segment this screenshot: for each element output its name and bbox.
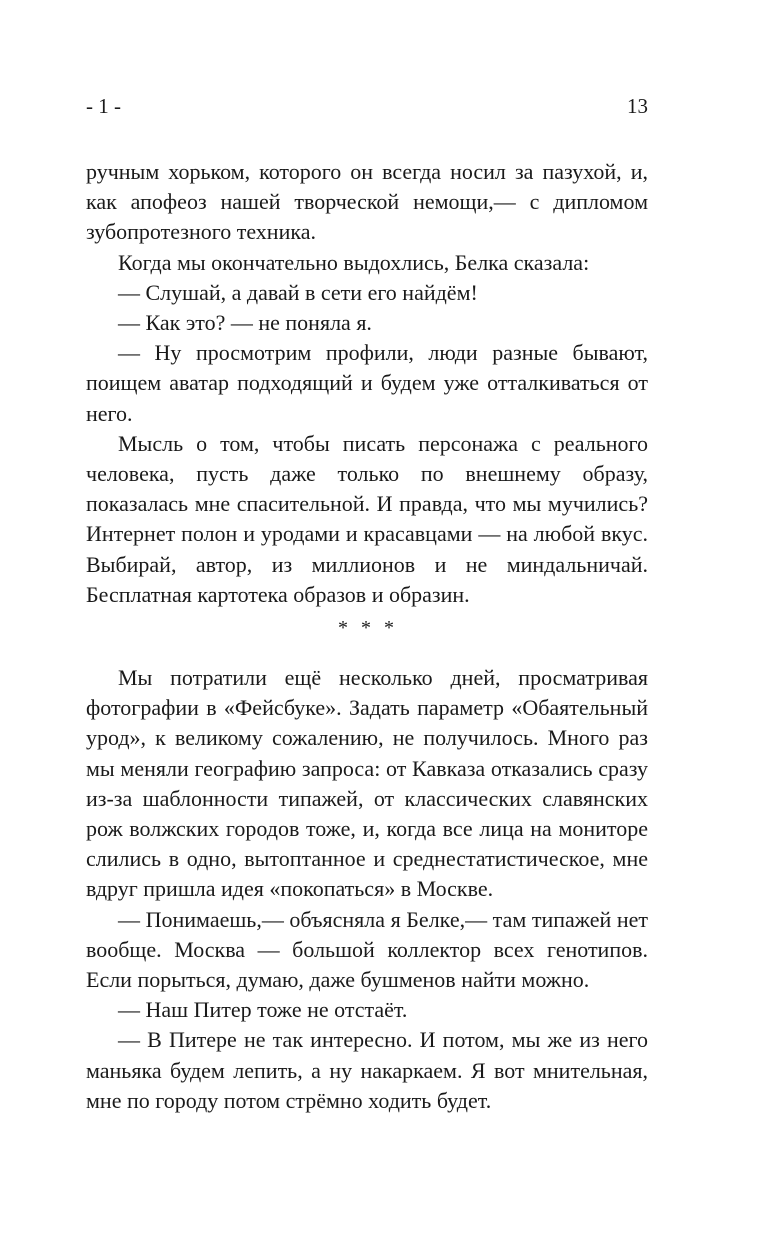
chapter-marker: - 1 -: [86, 94, 121, 118]
dialogue-line: — Ну просмотрим профили, люди разные бывают, поищем аватар подходящий и будем уже отталкиваться от него.: [86, 340, 648, 426]
dialogue-line: — Как это? — не поняла я.: [118, 310, 372, 336]
paragraph: Мысль о том, чтобы писать персонажа с реального человека, пусть даже только по внешнему образу, показалась мне спасительной. И правда, что мы мучились? Интернет полон и уродами и красавцами — на любой вкус. Выбирай, автор, из миллионов и не миндальничай. Бесплатная картотека образов и образин.: [86, 430, 648, 607]
dialogue-line: — Понимаешь,— объясняла я Белке,— там типажей нет вообще. Москва — большой коллектор всех генотипов. Если порыться, думаю, даже бушменов найти можно.: [86, 906, 648, 993]
section-separator: * * *: [338, 617, 398, 639]
dialogue-line: — В Питере не так интересно. И потом, мы же из него маньяка будем лепить, а ну накаркаем. Я вот мнительная, мне по городу потом стрёмно ходить будет.: [86, 1027, 648, 1113]
paragraph: Мы потратили ещё несколько дней, просматривая фотографии в «Фейсбуке». Задать параметр «Обаятельный урод», к великому сожалению, не получилось. Много раз мы меняли географию запроса: от Кавказа отказались сразу из-за шаблонности типажей, от классических славянских рож волжских городов тоже, и, когда все лица на мониторе слились в одно, вытоптанное и среднестатистическое, мне вдруг пришла идея «покопаться» в Москве.: [86, 665, 648, 902]
running-header: [86, 94, 648, 124]
text-block-2: [86, 663, 648, 1116]
dialogue-line: — Наш Питер тоже не отстаёт.: [118, 997, 408, 1023]
dialogue-line: — Слушай, а давай в сети его найдём!: [118, 279, 478, 305]
paragraph: ручным хорьком, которого он всегда носил за пазухой, и, как апофеоз нашей творческой немощи,— с дипломом зубопротезного техника.: [86, 159, 648, 245]
text-block-1: [86, 157, 648, 610]
paragraph: Когда мы окончательно выдохлись, Белка сказала:: [118, 249, 590, 275]
page-number: 13: [627, 94, 648, 118]
